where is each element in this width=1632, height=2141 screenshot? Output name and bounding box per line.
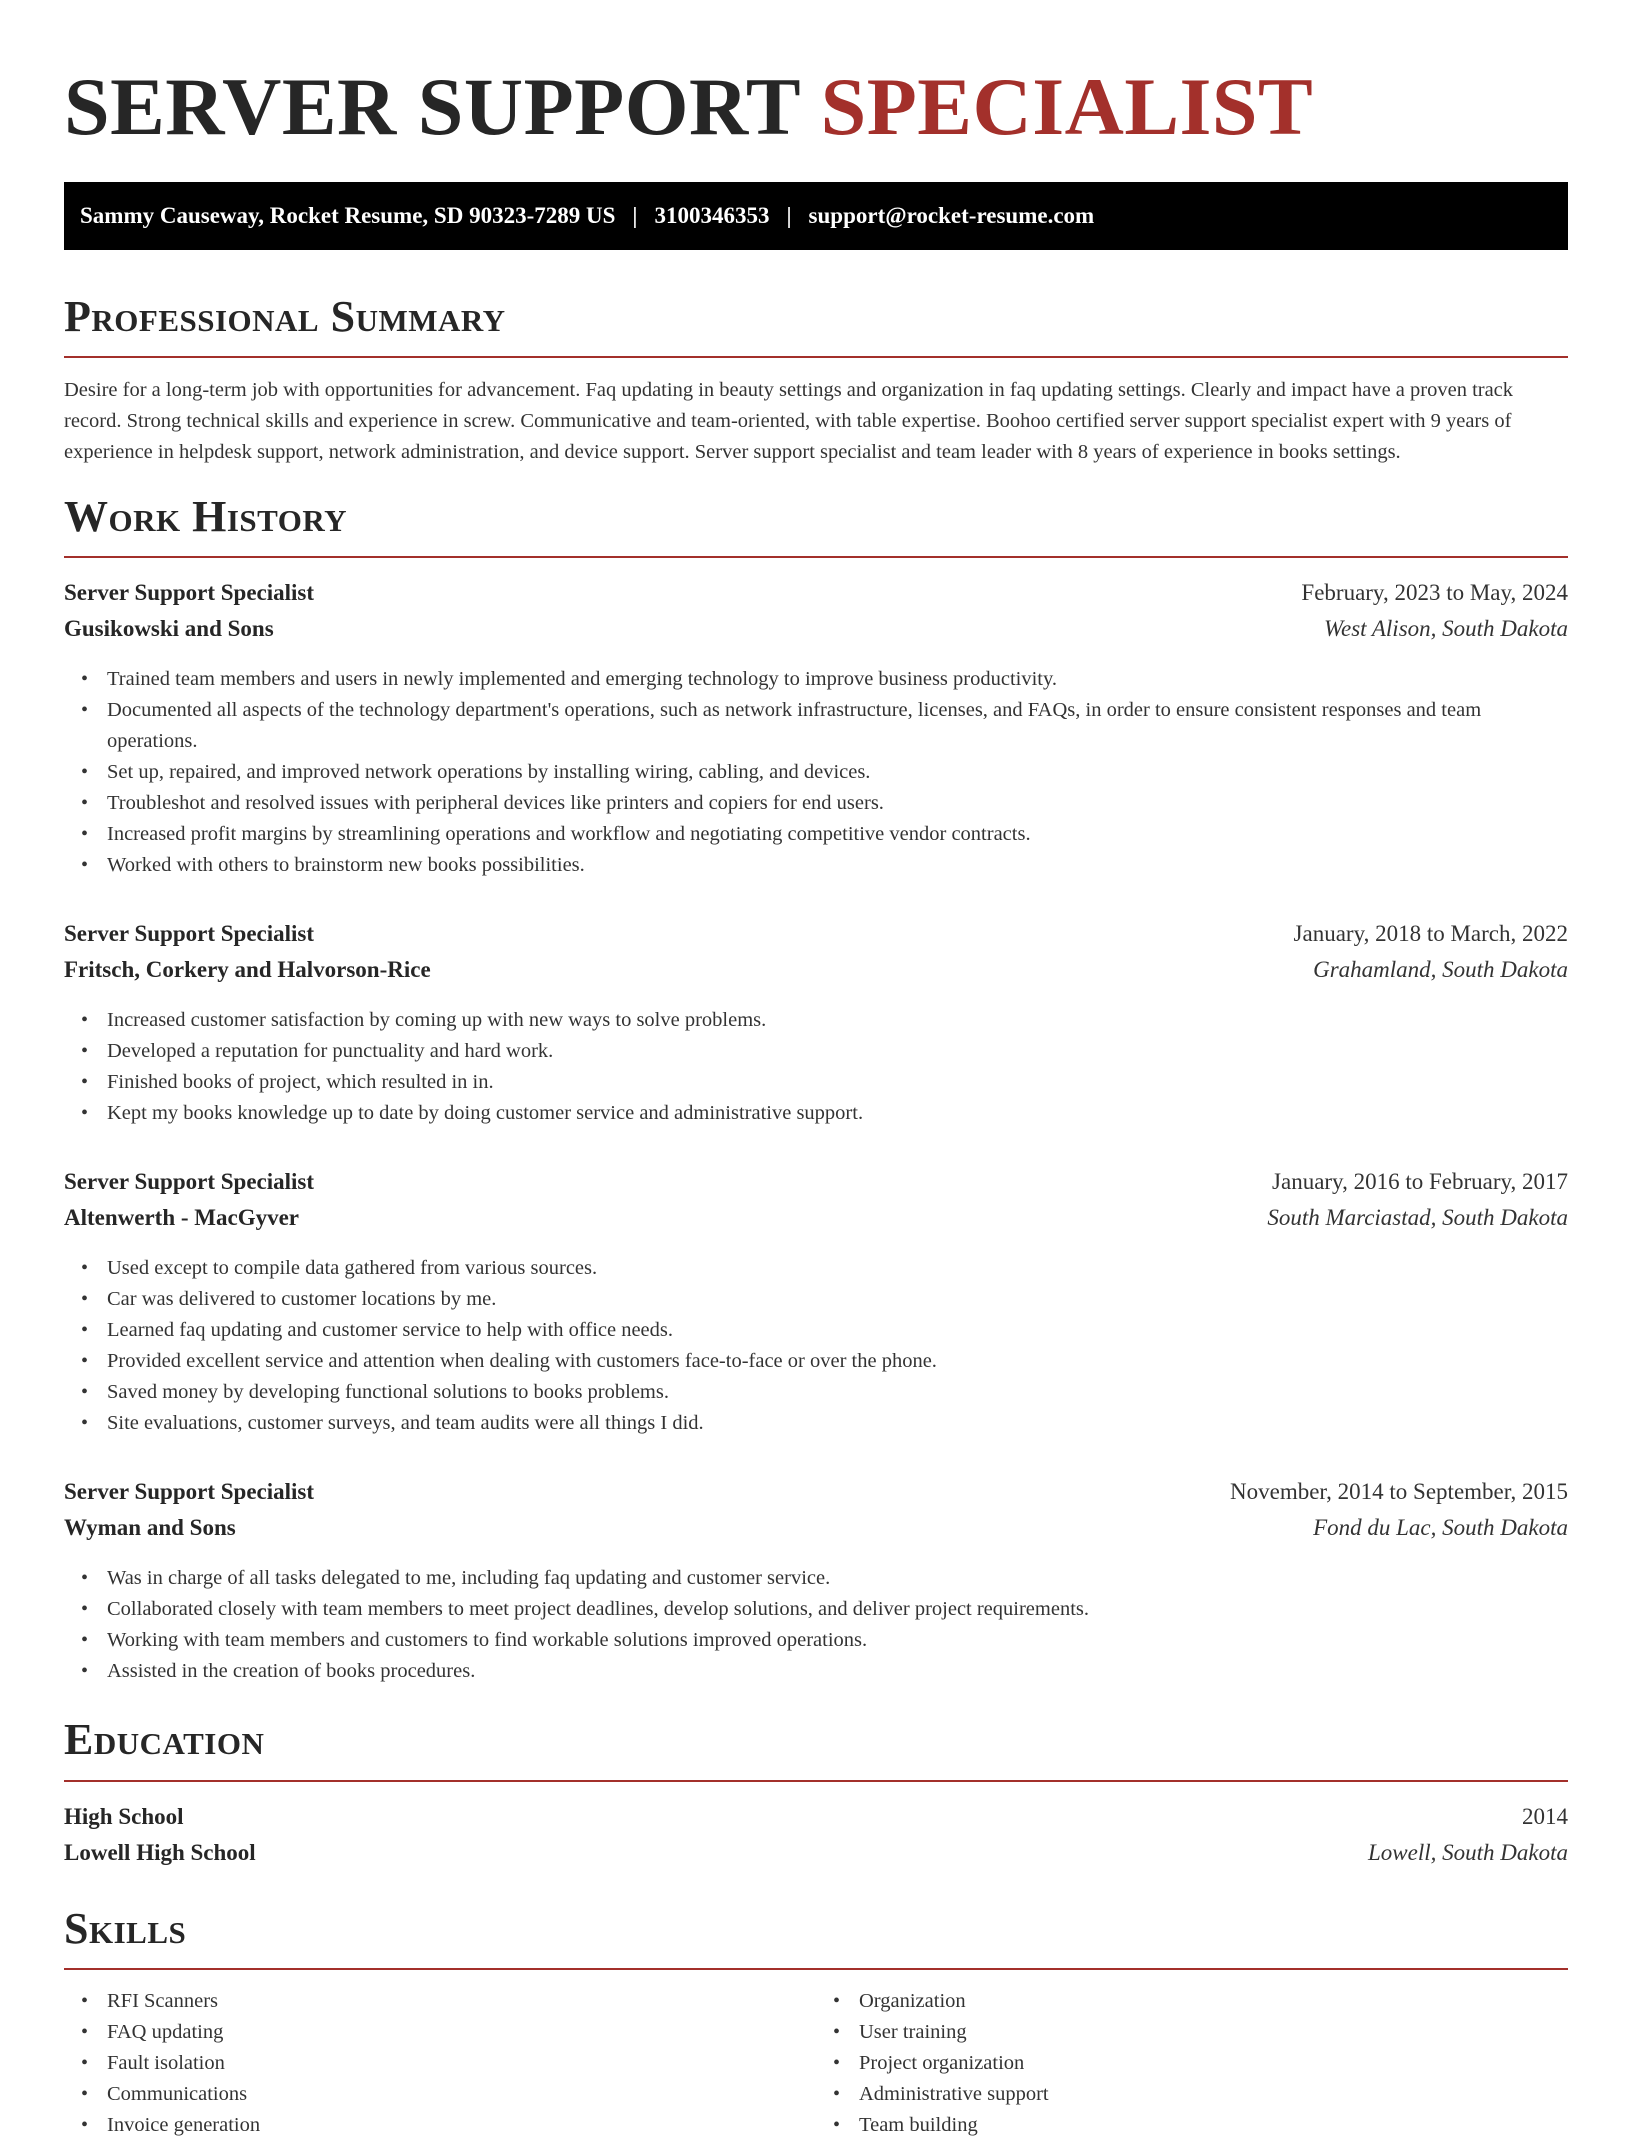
job-location: Fond du Lac, South Dakota [1313, 1515, 1568, 1541]
job-bullet: • Troubleshot and resolved issues with peripheral devices like printers and copiers for end users. [107, 788, 1568, 819]
job-company: Fritsch, Corkery and Halvorson-Rice [64, 957, 431, 983]
job-bullet: • Set up, repaired, and improved network operations by installing wiring, cabling, and devices. [107, 757, 1568, 788]
skills-list-right [816, 1986, 1568, 2141]
job-bullet: • Finished books of project, which resulted in in. [107, 1067, 1568, 1098]
contact-bar [64, 182, 1568, 250]
section-heading-education: Education [64, 1715, 265, 1765]
job-bullet: • Documented all aspects of the technology department's operations, such as network infrastructure, licenses, and FAQs, in order to ensure consistent responses and team operations. [107, 695, 1568, 757]
job-company-row [64, 1205, 1568, 1241]
summary-section [64, 294, 1568, 468]
education-row [64, 1804, 1568, 1840]
resume-title [64, 61, 1568, 152]
job-entry [64, 580, 1568, 881]
job-dates: January, 2016 to February, 2017 [1272, 1169, 1568, 1195]
job-bullet: • Site evaluations, customer surveys, and team audits were all things I did. [107, 1408, 1568, 1439]
job-bullet: • Developed a reputation for punctuality and hard work. [107, 1036, 1568, 1067]
job-bullet: • Worked with others to brainstorm new books possibilities. [107, 850, 1568, 881]
job-header-row [64, 1479, 1568, 1515]
job-dates: January, 2018 to March, 2022 [1293, 921, 1568, 947]
job-bullet: • Learned faq updating and customer service to help with office needs. [107, 1315, 1568, 1346]
job-entry [64, 921, 1568, 1129]
job-bullet: • Used except to compile data gathered from various sources. [107, 1253, 1568, 1284]
job-location: South Marciastad, South Dakota [1267, 1205, 1568, 1231]
skills-section [64, 1903, 1568, 2141]
skill-item: • RFI Scanners [107, 1986, 816, 2017]
job-header-row [64, 921, 1568, 957]
skill-item: • Administrative support [859, 2079, 1568, 2110]
contact-phone: 3100346353 [654, 203, 770, 228]
section-divider [64, 1968, 1568, 1970]
job-bullet: • Assisted in the creation of books procedures. [107, 1656, 1568, 1687]
skill-item: • Team building [859, 2110, 1568, 2141]
job-title: Server Support Specialist [64, 1169, 315, 1195]
job-bullet-list [64, 1005, 1568, 1129]
job-company: Gusikowski and Sons [64, 616, 274, 642]
job-title: Server Support Specialist [64, 921, 315, 947]
job-company: Altenwerth - MacGyver [64, 1205, 300, 1231]
job-company: Wyman and Sons [64, 1515, 236, 1541]
section-divider [64, 356, 1568, 358]
job-title: Server Support Specialist [64, 1479, 315, 1505]
education-row [64, 1840, 1568, 1876]
job-bullet: • Increased profit margins by streamlining operations and workflow and negotiating competitive vendor contracts. [107, 819, 1568, 850]
job-company-row [64, 957, 1568, 993]
job-location: West Alison, South Dakota [1323, 616, 1568, 642]
job-location: Grahamland, South Dakota [1313, 957, 1568, 983]
education-year: 2014 [1522, 1803, 1568, 1829]
education-degree: High School [64, 1803, 184, 1829]
job-company-row [64, 1515, 1568, 1551]
job-bullet-list [64, 664, 1568, 881]
education-entry [64, 1804, 1568, 1876]
job-bullet: • Kept my books knowledge up to date by doing customer service and administrative support. [107, 1098, 1568, 1129]
job-header-row [64, 1169, 1568, 1205]
job-bullet: • Car was delivered to customer locations by me. [107, 1284, 1568, 1315]
job-dates: February, 2023 to May, 2024 [1301, 580, 1568, 606]
job-company-row [64, 616, 1568, 652]
job-entry [64, 1479, 1568, 1687]
contact-separator: | [632, 203, 638, 228]
contact-email: support@rocket-resume.com [808, 203, 1095, 228]
section-heading-summary: Professional Summary [64, 292, 506, 341]
summary-text: Desire for a long-term job with opportunities for advancement. Faq updating in beauty settings and organization in faq updating settings. Clearly and impact have a proven track record. Strong technical skills and experience in screw. Communicative and team-oriented, with table expertise. Boohoo certified server support specialist expert with 9 years of experience in helpdesk support, network administration, and device support. Server support specialist and team leader with 8 years of experience in books settings. [64, 379, 1514, 464]
title-main: SERVER SUPPORT [64, 61, 800, 152]
job-bullet-list [64, 1253, 1568, 1439]
skill-item: • Communications [107, 2079, 816, 2110]
skill-item: • Invoice generation [107, 2110, 816, 2141]
job-title: Server Support Specialist [64, 580, 315, 606]
skill-item: • Fault isolation [107, 2048, 816, 2079]
section-heading-work-history: Work History [64, 492, 348, 542]
work-history-section [64, 494, 1568, 1687]
job-bullet: • Saved money by developing functional solutions to books problems. [107, 1377, 1568, 1408]
job-bullet-list [64, 1563, 1568, 1687]
job-bullet: • Provided excellent service and attention when dealing with customers face-to-face or over the phone. [107, 1346, 1568, 1377]
contact-address: Sammy Causeway, Rocket Resume, SD 90323-7289 US [80, 203, 616, 228]
contact-separator: | [786, 203, 792, 228]
job-bullet: • Working with team members and customers to find workable solutions improved operations. [107, 1625, 1568, 1656]
job-list [64, 580, 1568, 1687]
education-school: Lowell High School [64, 1839, 256, 1865]
section-divider [64, 556, 1568, 558]
education-location: Lowell, South Dakota [1368, 1839, 1568, 1865]
section-heading-skills: Skills [64, 1903, 187, 1953]
job-dates: November, 2014 to September, 2015 [1230, 1479, 1568, 1505]
job-bullet: • Was in charge of all tasks delegated to me, including faq updating and customer service. [107, 1563, 1568, 1594]
skills-list-left [64, 1986, 816, 2141]
skill-item: • Organization [859, 1986, 1568, 2017]
job-entry [64, 1169, 1568, 1439]
job-bullet: • Trained team members and users in newly implemented and emerging technology to improve business productivity. [107, 664, 1568, 695]
job-bullet: • Collaborated closely with team members to meet project deadlines, develop solutions, and deliver project requirements. [107, 1594, 1568, 1625]
section-divider [64, 1780, 1568, 1782]
job-header-row [64, 580, 1568, 616]
education-section [64, 1717, 1568, 1875]
skill-item: • Project organization [859, 2048, 1568, 2079]
skill-item: • FAQ updating [107, 2017, 816, 2048]
job-bullet: • Increased customer satisfaction by coming up with new ways to solve problems. [107, 1005, 1568, 1036]
skill-item: • User training [859, 2017, 1568, 2048]
title-accent: SPECIALIST [820, 61, 1314, 152]
skills-columns [64, 1986, 1568, 2141]
